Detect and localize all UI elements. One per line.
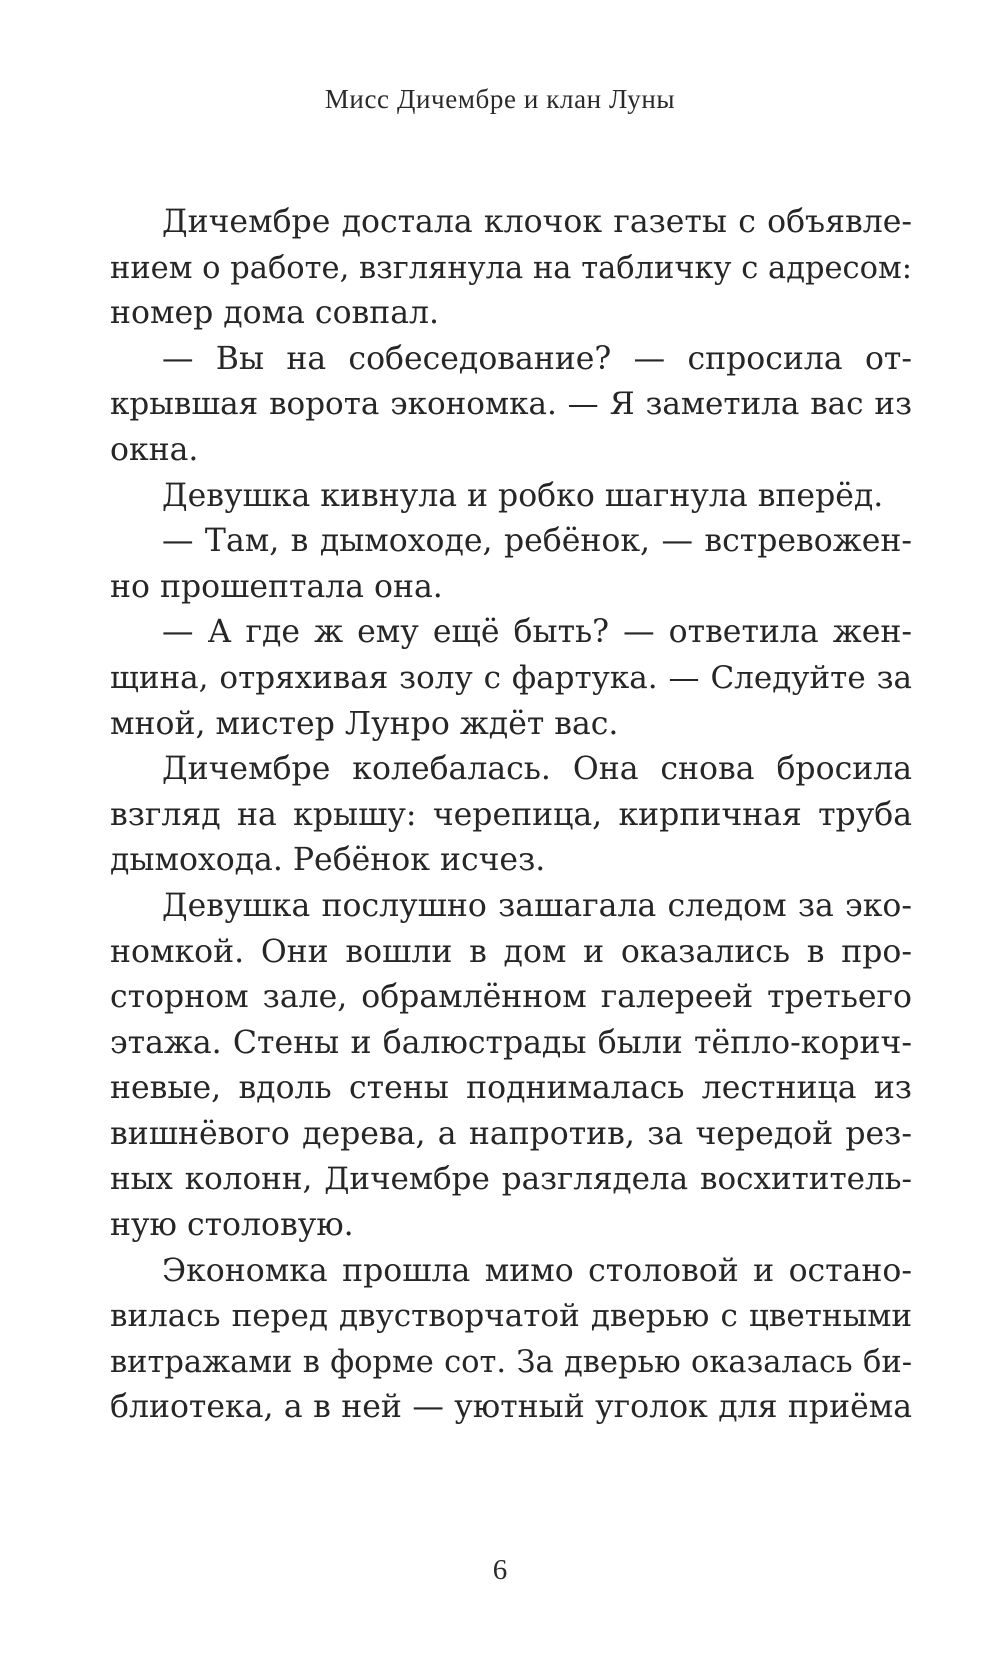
text-line: щина, отряхивая золу с фартука. — Следуйте за — [110, 659, 912, 696]
page-number: 6 — [492, 1554, 508, 1586]
text-line: сторном зале, обрамлённом галереей третьего — [110, 979, 912, 1016]
text-line: блиотека, а в ней — уютный уголок для приёма — [110, 1389, 912, 1426]
text-line: Экономка прошла мимо столовой и остано- — [162, 1252, 912, 1289]
text-line: номер дома совпал. — [110, 295, 440, 332]
text-line: Девушка послушно зашагала следом за эко- — [162, 887, 912, 924]
text-line: витражами в форме сот. За дверью оказалась би- — [110, 1344, 912, 1380]
body-text — [110, 200, 912, 1431]
text-line: вишнёвого дерева, а напротив, за чередой рез- — [110, 1115, 912, 1152]
text-line: взгляд на крышу: черепица, кирпичная труба — [110, 796, 912, 833]
text-line: крывшая ворота экономка. — Я заметила вас из — [110, 386, 912, 423]
text-line: мной, мистер Лунро ждёт вас. — [110, 705, 619, 742]
text-line: Дичембре колебалась. Она снова бросила — [162, 751, 912, 788]
text-line: Дичембре достала клочок газеты с объявле- — [162, 204, 912, 240]
text-line: дымохода. Ребёнок исчез. — [110, 842, 546, 879]
text-line: — А где ж ему ещё быть? — ответила жен- — [162, 614, 912, 651]
text-line: но прошептала она. — [110, 568, 443, 605]
text-line: нием о работе, взглянула на табличку с адресом: — [110, 250, 912, 286]
text-line: ных колонн, Дичембре разглядела восхититель- — [110, 1161, 912, 1198]
text-line: — Там, в дымоходе, ребёнок, — встревожен- — [162, 523, 912, 560]
text-line: этажа. Стены и балюстрады были тёпло-корич- — [110, 1024, 912, 1061]
text-line: вилась перед двустворчатой дверью с цветными — [110, 1298, 912, 1335]
text-line: Девушка кивнула и робко шагнула вперёд. — [162, 477, 884, 514]
text-line: невые, вдоль стены поднималась лестница из — [110, 1070, 912, 1107]
text-line: — Вы на собеседование? — спросила от- — [162, 340, 912, 377]
running-title: Мисс Дичембре и клан Луны — [324, 84, 676, 114]
text-line: окна. — [110, 431, 199, 468]
text-line: номкой. Они вошли в дом и оказались в про- — [110, 933, 912, 970]
text-line: ную столовую. — [110, 1207, 354, 1244]
